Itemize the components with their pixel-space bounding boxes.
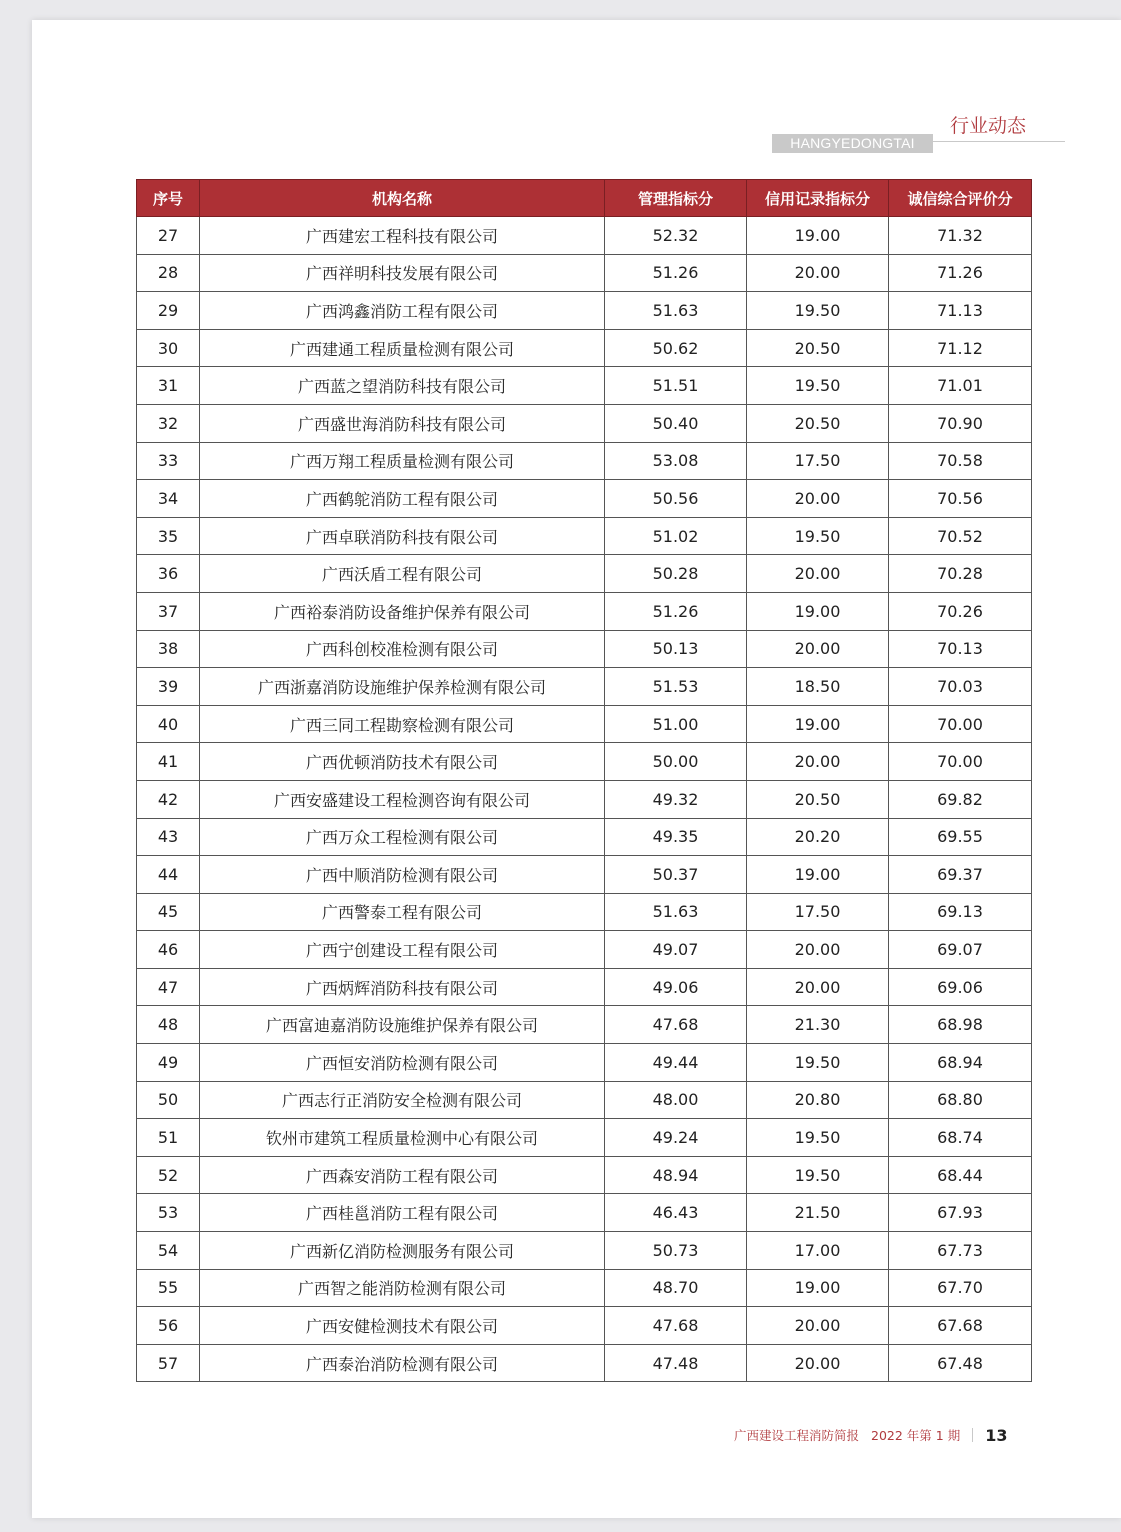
table-row [137,1044,1032,1082]
cell-management-score: 50.37 [605,856,747,894]
cell-management-score: 49.07 [605,931,747,969]
cell-org-name: 广西鸿鑫消防工程有限公司 [200,292,605,330]
cell-index: 48 [137,1006,200,1044]
cell-management-score: 51.51 [605,367,747,405]
column-header-name: 机构名称 [200,180,605,217]
cell-total-score: 70.00 [889,705,1032,743]
cell-index: 36 [137,555,200,593]
publication-name: 广西建设工程消防简报 [734,1428,860,1443]
cell-total-score: 69.82 [889,780,1032,818]
cell-management-score: 51.26 [605,592,747,630]
cell-total-score: 70.13 [889,630,1032,668]
table-row [137,1344,1032,1382]
cell-credit-score: 20.00 [747,931,889,969]
column-header-credit-score: 信用记录指标分 [747,180,889,217]
cell-management-score: 50.00 [605,743,747,781]
cell-total-score: 69.37 [889,856,1032,894]
cell-org-name: 广西建宏工程科技有限公司 [200,217,605,255]
table-row [137,254,1032,292]
cell-credit-score: 19.00 [747,1269,889,1307]
cell-credit-score: 19.00 [747,217,889,255]
cell-index: 53 [137,1194,200,1232]
cell-credit-score: 20.00 [747,480,889,518]
cell-management-score: 48.94 [605,1156,747,1194]
cell-management-score: 46.43 [605,1194,747,1232]
cell-index: 52 [137,1156,200,1194]
cell-total-score: 70.56 [889,480,1032,518]
cell-total-score: 70.90 [889,404,1032,442]
table-row [137,818,1032,856]
cell-org-name: 广西蓝之望消防科技有限公司 [200,367,605,405]
cell-index: 28 [137,254,200,292]
cell-total-score: 70.52 [889,517,1032,555]
cell-org-name: 广西浙嘉消防设施维护保养检测有限公司 [200,668,605,706]
cell-org-name: 广西安健检测技术有限公司 [200,1307,605,1345]
table-body [137,217,1032,1382]
table-row [137,480,1032,518]
cell-org-name: 广西三同工程勘察检测有限公司 [200,705,605,743]
cell-total-score: 67.93 [889,1194,1032,1232]
cell-management-score: 50.13 [605,630,747,668]
table-row [137,442,1032,480]
table-row [137,1119,1032,1157]
cell-total-score: 71.12 [889,329,1032,367]
cell-total-score: 67.70 [889,1269,1032,1307]
table-row [137,856,1032,894]
table-row [137,1194,1032,1232]
cell-credit-score: 19.50 [747,292,889,330]
cell-management-score: 47.48 [605,1344,747,1382]
table-row [137,592,1032,630]
cell-org-name: 广西桂邕消防工程有限公司 [200,1194,605,1232]
cell-credit-score: 20.80 [747,1081,889,1119]
cell-org-name: 广西富迪嘉消防设施维护保养有限公司 [200,1006,605,1044]
cell-total-score: 68.74 [889,1119,1032,1157]
table-row [137,1081,1032,1119]
cell-credit-score: 21.50 [747,1194,889,1232]
cell-index: 41 [137,743,200,781]
table-row [137,1006,1032,1044]
cell-management-score: 47.68 [605,1006,747,1044]
cell-total-score: 69.06 [889,968,1032,1006]
cell-org-name: 广西盛世海消防科技有限公司 [200,404,605,442]
column-header-total-score: 诚信综合评价分 [889,180,1032,217]
cell-management-score: 49.24 [605,1119,747,1157]
cell-total-score: 69.13 [889,893,1032,931]
page-footer [734,1425,1007,1445]
cell-org-name: 钦州市建筑工程质量检测中心有限公司 [200,1119,605,1157]
cell-org-name: 广西万众工程检测有限公司 [200,818,605,856]
cell-index: 37 [137,592,200,630]
table-row [137,743,1032,781]
cell-index: 40 [137,705,200,743]
table-row [137,217,1032,255]
cell-org-name: 广西志行正消防安全检测有限公司 [200,1081,605,1119]
table-row [137,1232,1032,1270]
section-title-cn: 行业动态 [950,115,1027,137]
table-row [137,780,1032,818]
cell-credit-score: 19.50 [747,1119,889,1157]
cell-total-score: 70.00 [889,743,1032,781]
table-row [137,1269,1032,1307]
cell-index: 34 [137,480,200,518]
cell-org-name: 广西智之能消防检测有限公司 [200,1269,605,1307]
cell-management-score: 48.00 [605,1081,747,1119]
score-table [136,179,1032,1382]
table-row [137,517,1032,555]
section-divider [933,141,1065,142]
cell-management-score: 50.56 [605,480,747,518]
cell-org-name: 广西泰治消防检测有限公司 [200,1344,605,1382]
cell-org-name: 广西中顺消防检测有限公司 [200,856,605,894]
cell-total-score: 68.98 [889,1006,1032,1044]
cell-management-score: 52.32 [605,217,747,255]
cell-total-score: 67.68 [889,1307,1032,1345]
table-row [137,1156,1032,1194]
cell-index: 27 [137,217,200,255]
cell-index: 43 [137,818,200,856]
table-row [137,367,1032,405]
cell-org-name: 广西优顿消防技术有限公司 [200,743,605,781]
cell-index: 32 [137,404,200,442]
cell-management-score: 49.44 [605,1044,747,1082]
cell-org-name: 广西科创校准检测有限公司 [200,630,605,668]
cell-org-name: 广西新亿消防检测服务有限公司 [200,1232,605,1270]
cell-index: 42 [137,780,200,818]
cell-total-score: 70.28 [889,555,1032,593]
cell-credit-score: 19.00 [747,856,889,894]
cell-index: 50 [137,1081,200,1119]
table-header-row [137,180,1032,217]
cell-credit-score: 20.00 [747,630,889,668]
cell-management-score: 50.28 [605,555,747,593]
table-row [137,404,1032,442]
cell-credit-score: 20.00 [747,968,889,1006]
cell-management-score: 53.08 [605,442,747,480]
cell-index: 49 [137,1044,200,1082]
cell-total-score: 71.13 [889,292,1032,330]
cell-org-name: 广西炳辉消防科技有限公司 [200,968,605,1006]
cell-org-name: 广西万翔工程质量检测有限公司 [200,442,605,480]
cell-total-score: 71.32 [889,217,1032,255]
cell-total-score: 71.01 [889,367,1032,405]
cell-index: 55 [137,1269,200,1307]
cell-index: 35 [137,517,200,555]
cell-org-name: 广西宁创建设工程有限公司 [200,931,605,969]
cell-total-score: 71.26 [889,254,1032,292]
cell-total-score: 69.07 [889,931,1032,969]
cell-index: 39 [137,668,200,706]
cell-credit-score: 17.50 [747,893,889,931]
cell-total-score: 68.94 [889,1044,1032,1082]
cell-credit-score: 19.00 [747,705,889,743]
table-row [137,555,1032,593]
cell-index: 46 [137,931,200,969]
table-row [137,705,1032,743]
cell-total-score: 68.80 [889,1081,1032,1119]
table-row [137,329,1032,367]
cell-index: 45 [137,893,200,931]
cell-management-score: 50.40 [605,404,747,442]
cell-index: 30 [137,329,200,367]
cell-total-score: 67.48 [889,1344,1032,1382]
table-row [137,968,1032,1006]
cell-total-score: 67.73 [889,1232,1032,1270]
cell-credit-score: 17.00 [747,1232,889,1270]
cell-management-score: 50.73 [605,1232,747,1270]
page-number: 13 [985,1425,1008,1445]
cell-credit-score: 19.00 [747,592,889,630]
cell-credit-score: 20.00 [747,1344,889,1382]
table-row [137,893,1032,931]
page [32,20,1121,1518]
cell-total-score: 69.55 [889,818,1032,856]
cell-index: 56 [137,1307,200,1345]
cell-org-name: 广西建通工程质量检测有限公司 [200,329,605,367]
cell-credit-score: 19.50 [747,1156,889,1194]
cell-credit-score: 20.50 [747,780,889,818]
cell-credit-score: 20.20 [747,818,889,856]
cell-credit-score: 21.30 [747,1006,889,1044]
cell-credit-score: 19.50 [747,367,889,405]
cell-credit-score: 19.50 [747,517,889,555]
cell-index: 31 [137,367,200,405]
table-row [137,630,1032,668]
cell-index: 47 [137,968,200,1006]
cell-management-score: 51.02 [605,517,747,555]
cell-management-score: 51.53 [605,668,747,706]
cell-management-score: 47.68 [605,1307,747,1345]
cell-index: 57 [137,1344,200,1382]
cell-org-name: 广西森安消防工程有限公司 [200,1156,605,1194]
column-header-management-score: 管理指标分 [605,180,747,217]
cell-org-name: 广西祥明科技发展有限公司 [200,254,605,292]
cell-credit-score: 19.50 [747,1044,889,1082]
table-row [137,292,1032,330]
cell-index: 33 [137,442,200,480]
cell-index: 54 [137,1232,200,1270]
cell-org-name: 广西卓联消防科技有限公司 [200,517,605,555]
cell-management-score: 51.26 [605,254,747,292]
issue-label: 2022 年第 1 期 [871,1428,961,1443]
table-row [137,1307,1032,1345]
footer-divider [972,1428,973,1442]
cell-credit-score: 18.50 [747,668,889,706]
cell-total-score: 70.03 [889,668,1032,706]
cell-index: 51 [137,1119,200,1157]
cell-management-score: 49.35 [605,818,747,856]
cell-management-score: 49.32 [605,780,747,818]
cell-total-score: 70.26 [889,592,1032,630]
cell-credit-score: 17.50 [747,442,889,480]
cell-org-name: 广西安盛建设工程检测咨询有限公司 [200,780,605,818]
cell-index: 29 [137,292,200,330]
cell-org-name: 广西恒安消防检测有限公司 [200,1044,605,1082]
cell-org-name: 广西警泰工程有限公司 [200,893,605,931]
cell-total-score: 70.58 [889,442,1032,480]
cell-management-score: 48.70 [605,1269,747,1307]
column-header-index: 序号 [137,180,200,217]
table-row [137,668,1032,706]
cell-org-name: 广西鹤鸵消防工程有限公司 [200,480,605,518]
cell-credit-score: 20.00 [747,1307,889,1345]
cell-management-score: 51.00 [605,705,747,743]
cell-org-name: 广西沃盾工程有限公司 [200,555,605,593]
cell-org-name: 广西裕泰消防设备维护保养有限公司 [200,592,605,630]
cell-credit-score: 20.00 [747,254,889,292]
section-title-en: HANGYEDONGTAI [772,134,933,153]
cell-total-score: 68.44 [889,1156,1032,1194]
cell-credit-score: 20.50 [747,329,889,367]
cell-management-score: 49.06 [605,968,747,1006]
cell-credit-score: 20.00 [747,743,889,781]
table-row [137,931,1032,969]
cell-management-score: 51.63 [605,292,747,330]
cell-credit-score: 20.50 [747,404,889,442]
cell-index: 44 [137,856,200,894]
cell-credit-score: 20.00 [747,555,889,593]
cell-index: 38 [137,630,200,668]
cell-management-score: 51.63 [605,893,747,931]
cell-management-score: 50.62 [605,329,747,367]
